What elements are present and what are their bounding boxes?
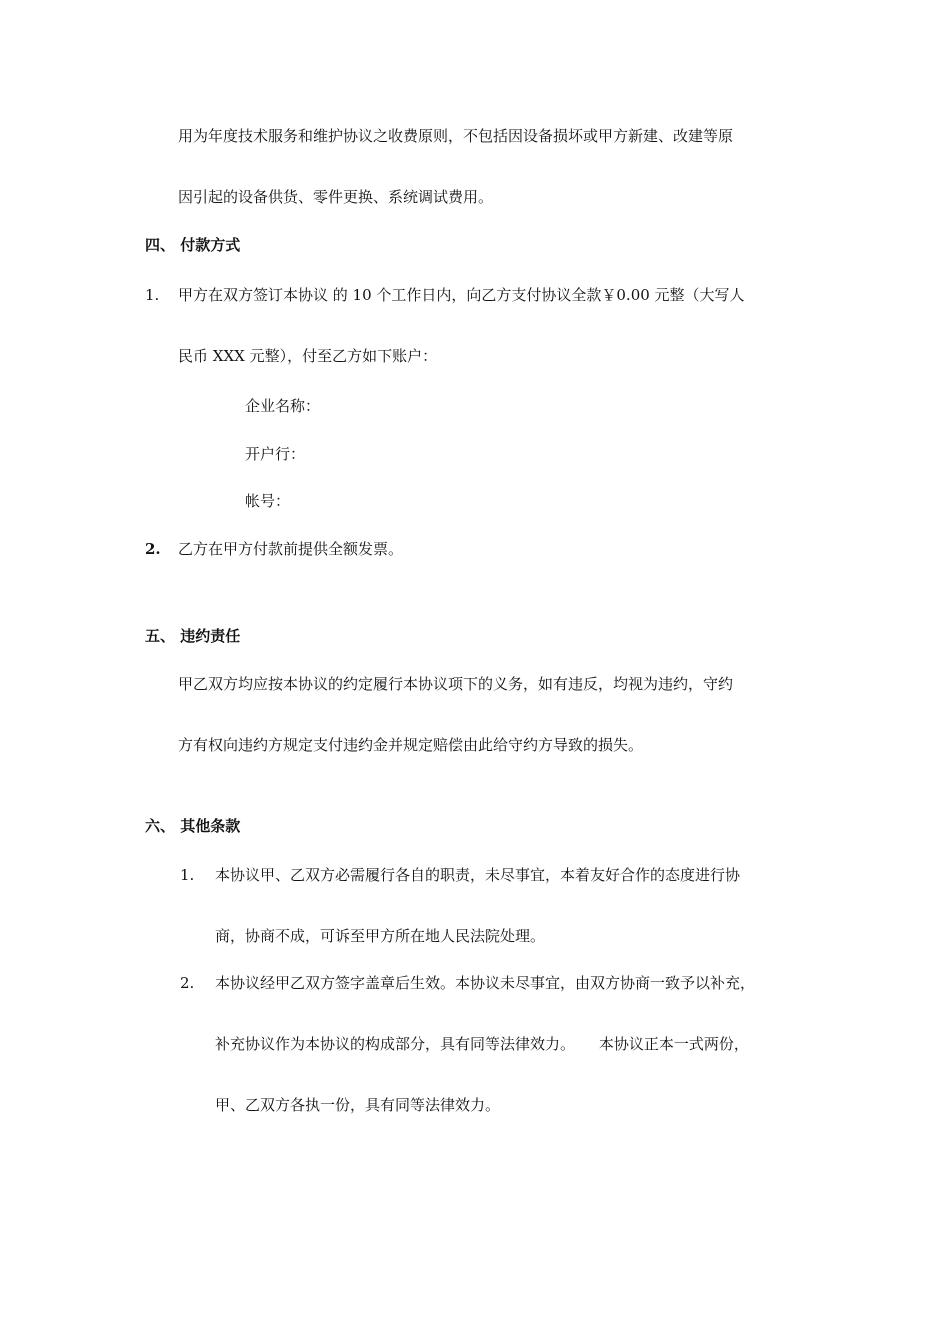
company-name-label: 企业名称：	[245, 397, 321, 415]
section6-item1-line-1: 本协议甲、乙双方必需履行各自的职责，未尽事宜，本着友好合作的态度进行协	[215, 866, 741, 884]
section5-line-1: 甲乙双方均应按本协议的约定履行本协议项下的义务，如有违反，均视为违约，守约	[178, 675, 734, 693]
section6-item2-line-2: 补充协议作为本协议的构成部分，具有同等法律效力。 本协议正本一式两份，	[215, 1035, 749, 1053]
section3-line-1: 用为年度技术服务和维护协议之收费原则，不包括因设备损坏或甲方新建、改建等原	[178, 127, 734, 145]
section4-item1-line-1: 甲方在双方签订本协议 的 10 个工作日内，向乙方支付协议全款￥0.00 元整（大写人	[178, 286, 745, 304]
section4-item1-number: 1.	[145, 286, 160, 304]
section6-item2-number: 2.	[180, 974, 195, 992]
section3-line-2: 因引起的设备供货、零件更换、系统调试费用。	[178, 188, 494, 206]
section5-heading: 五、 违约责任	[145, 627, 241, 645]
section6-item2-line-3: 甲、乙双方各执一份，具有同等法律效力。	[215, 1096, 501, 1114]
section4-heading: 四、 付款方式	[145, 236, 241, 254]
section4-item1-line-2: 民币 XXX 元整），付至乙方如下账户：	[178, 347, 438, 365]
bank-label: 开户行：	[245, 445, 306, 463]
section5-line-2: 方有权向违约方规定支付违约金并规定赔偿由此给守约方导致的损失。	[178, 736, 644, 754]
section6-item1-number: 1.	[180, 866, 195, 884]
section6-item2-line-1: 本协议经甲乙双方签字盖章后生效。本协议未尽事宜，由双方协商一致予以补充，	[215, 974, 756, 992]
section6-heading: 六、 其他条款	[145, 817, 241, 835]
section4-item2-number: 2.	[145, 540, 161, 558]
account-label: 帐号：	[245, 492, 291, 510]
section4-item2-text: 乙方在甲方付款前提供全额发票。	[178, 540, 404, 558]
section6-item1-line-2: 商，协商不成，可诉至甲方所在地人民法院处理。	[215, 927, 546, 945]
